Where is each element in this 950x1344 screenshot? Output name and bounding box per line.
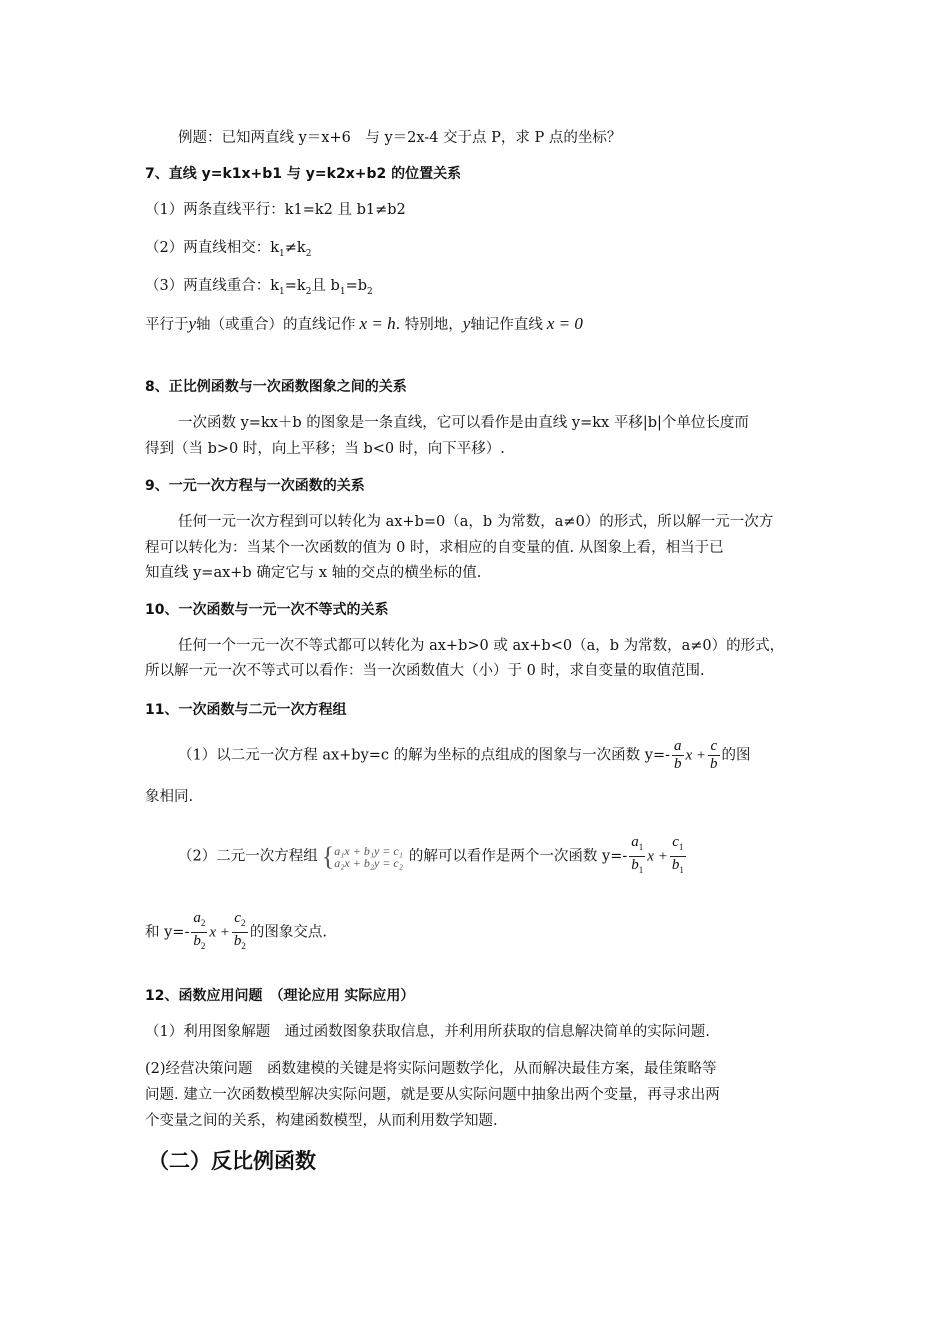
s10-para-line2: 所以解一元一次不等式可以看作：当一次函数值大（小）于 0 时，求自变量的取值范围. bbox=[145, 663, 705, 679]
fraction-a1-over-b1: $\frac{a_1}{b_1}$ bbox=[631, 834, 644, 875]
fraction-a-over-b: $\frac{a}{b}$ bbox=[674, 738, 682, 772]
s7-intersect: （2）两直线相交：$k_1\ne k_2$ bbox=[145, 240, 312, 259]
s11-item2-cont: 和 y=- $\frac{a_2}{b_2}$ x + $\frac{c_2}{b_2}$ 的图象交点. bbox=[145, 910, 327, 955]
s9-para-line3: 知直线 y=ax+b 确定它与 x 轴的交点的横坐标的值. bbox=[145, 565, 482, 581]
s12-item2-line2: 问题. 建立一次函数模型解决实际问题，就是要从实际问题中抽象出两个变量，再寻求出两 bbox=[145, 1087, 720, 1103]
s8-para-line1: 一次函数 y=kx＋b 的图象是一条直线，它可以看作是由直线 y=kx 平移|b|个单位长度而 bbox=[178, 415, 749, 431]
s9-para-line1: 任何一元一次方程到可以转化为 ax+b=0（a，b 为常数，a≠0）的形式，所以解一元一次方 bbox=[178, 514, 774, 530]
s9-title: 9、一元一次方程与一次函数的关系 bbox=[145, 478, 365, 494]
s10-para-line1: 任何一个一元一次不等式都可以转化为 ax+b>0 或 ax+b<0（a，b 为常数，a≠0）的形式， bbox=[178, 638, 785, 654]
fraction-c2-over-b2: $\frac{c_2}{b_2}$ bbox=[233, 910, 246, 951]
s12-item2-line1: (2)经营决策问题 函数建模的关键是将实际问题数学化，从而解决最佳方案，最佳策略等 bbox=[145, 1061, 717, 1077]
s9-para-line2: 程可以转化为：当某个一次函数的值为 0 时，求相应的自变量的值. 从图象上看，相当于已 bbox=[145, 540, 724, 556]
s10-title: 10、一次函数与一元一次不等式的关系 bbox=[145, 602, 389, 618]
s11-item2: （2）二元一次方程组 { a₁x + b₁y = c₁ a₂x + b₂y = c₂ 的解可以看作是两个一次函数 y=- $\frac{a_1}{b_1}$ x + $\frac{c_1}{b_1}$ bbox=[178, 834, 688, 879]
s12-item1: （1）利用图象解题 通过函数图象获取信息，并利用所获取的信息解决简单的实际问题. bbox=[145, 1024, 710, 1040]
s7-title: 7、直线 y=k1x+b1 与 y=k2x+b2 的位置关系 bbox=[145, 166, 462, 182]
s8-title: 8、正比例函数与一次函数图象之间的关系 bbox=[145, 379, 407, 395]
s11-item1: （1）以二元一次方程 ax+by=c 的解为坐标的点组成的图象与一次函数 y=- $\frac{a}{b}$ x + $\frac{c}{b}$ 的图 bbox=[178, 738, 751, 772]
fraction-c1-over-b1: $\frac{c_1}{b_1}$ bbox=[671, 834, 684, 875]
example-problem: 例题：已知两直线 y＝x+6 与 y＝2x-4 交于点 P，求 P 点的坐标？ bbox=[178, 130, 622, 146]
section-heading-inverse-proportion: （二）反比例函数 bbox=[148, 1149, 316, 1173]
s11-title: 11、一次函数与二元一次方程组 bbox=[145, 702, 347, 718]
s7-parallel: （1）两条直线平行：k1=k2 且 b1≠b2 bbox=[145, 202, 406, 218]
s7-special-lines: 平行于y轴（或重合）的直线记作 x = h. 特别地，y轴记作直线 x = 0 bbox=[145, 314, 583, 333]
fraction-a2-over-b2: $\frac{a_2}{b_2}$ bbox=[193, 910, 206, 951]
s12-item2-line3: 个变量之间的关系，构建函数模型，从而利用数学知题. bbox=[145, 1113, 498, 1129]
s8-para-line2: 得到（当 b>0 时，向上平移；当 b<0 时，向下平移）. bbox=[145, 441, 505, 457]
s11-item1-cont: 象相同. bbox=[145, 789, 194, 805]
s7-coincide: （3）两直线重合：$k_1=k_2$且 $b_1=b_2$ bbox=[145, 278, 373, 297]
equation-system: { a₁x + b₁y = c₁ a₂x + b₂y = c₂ bbox=[321, 841, 403, 871]
fraction-c-over-b: $\frac{c}{b}$ bbox=[710, 738, 718, 772]
s12-title: 12、函数应用问题 （理论应用 实际应用） bbox=[145, 988, 415, 1004]
